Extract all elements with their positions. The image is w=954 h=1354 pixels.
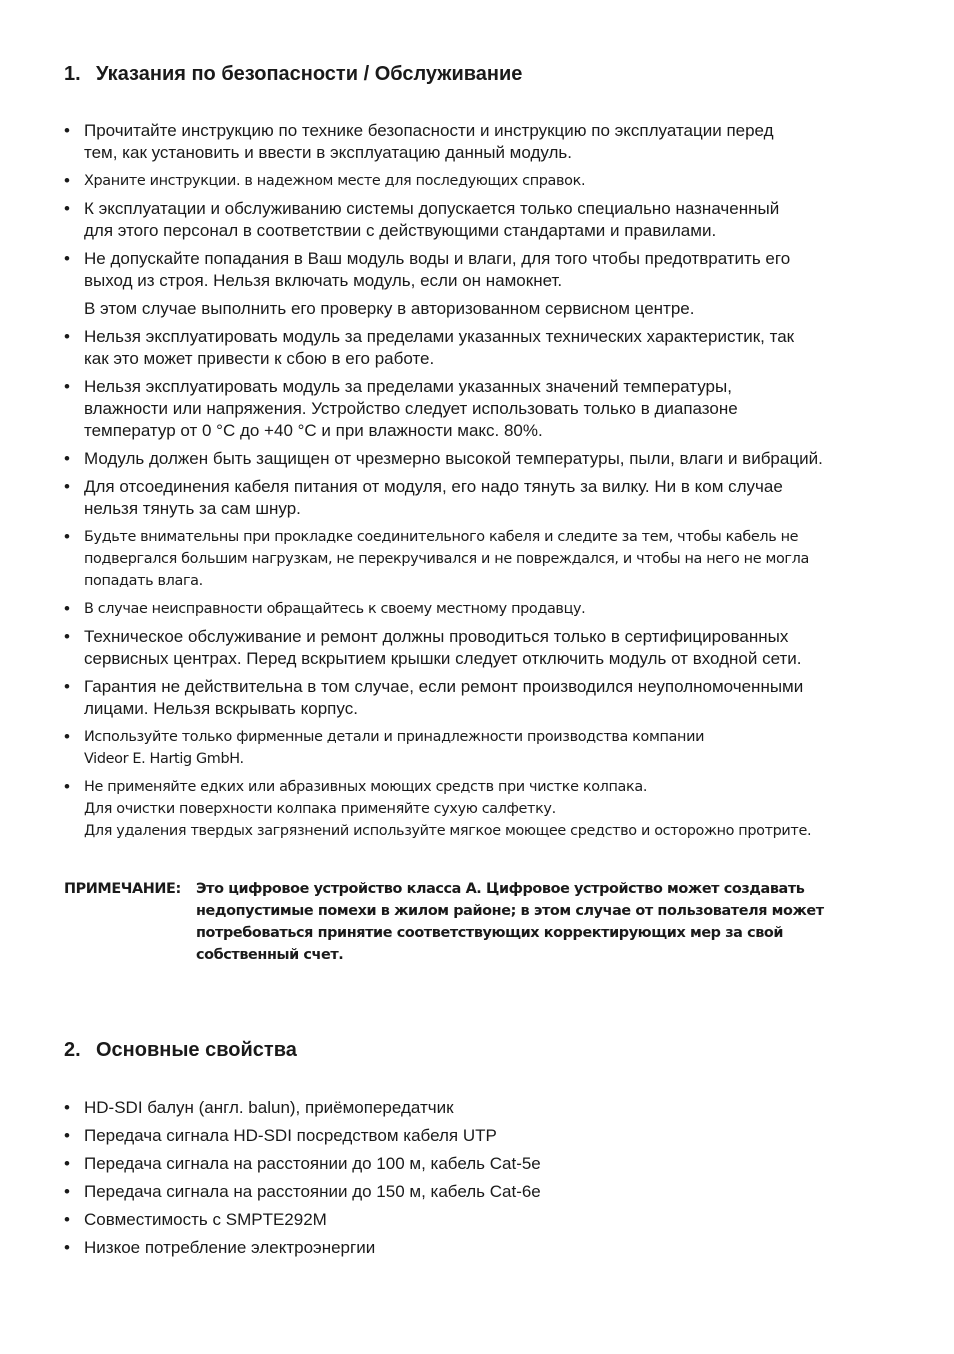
- list-item-continuation: [64, 298, 864, 320]
- note-line: недопустимые помехи в жилом районе; в этом случае от пользователя может: [196, 903, 824, 919]
- list-item: [64, 120, 864, 164]
- section-1-title: Указания по безопасности / Обслуживание: [96, 63, 523, 85]
- list-item-text: Для отсоединения кабеля питания от модуля, его надо тянуть за вилку. Ни в ком случае: [84, 477, 783, 496]
- list-item-text: HD-SDI балун (англ. balun), приёмопередатчик: [84, 1098, 454, 1117]
- note-block: [64, 878, 884, 966]
- list-item: [64, 1125, 864, 1147]
- list-item-text: В этом случае выполнить его проверку в авторизованном сервисном центре.: [84, 299, 695, 318]
- bullet-icon: •: [64, 249, 70, 268]
- bullet-icon: •: [64, 1126, 70, 1145]
- list-item-text: Передача сигнала на расстоянии до 150 м, кабель Cat-6e: [84, 1182, 541, 1201]
- list-item-text: выход из строя. Нельзя включать модуль, если он намокнет.: [84, 271, 563, 290]
- bullet-icon: •: [64, 477, 70, 496]
- list-item-text: Гарантия не действительна в том случае, если ремонт производился неуполномоченными: [84, 677, 804, 696]
- list-item-text: К эксплуатации и обслуживанию системы допускается только специально назначенный: [84, 199, 780, 218]
- list-item: [64, 1209, 864, 1231]
- list-item-text: В случае неисправности обращайтесь к своему местному продавцу.: [84, 601, 586, 617]
- list-item: [64, 476, 864, 520]
- list-item-text: Не применяйте едких или абразивных моющих средств при чистке колпака.: [84, 779, 648, 795]
- bullet-icon: •: [64, 171, 70, 190]
- section-1-number: 1.: [64, 63, 81, 85]
- list-item-text: влажности или напряжения. Устройство следует использовать только в диапазоне: [84, 399, 738, 418]
- list-item-text: подвергался большим нагрузкам, не перекручивался и не повреждался, и чтобы на него не могла: [84, 551, 809, 567]
- note-line: потребоваться принятие соответствующих корректирующих мер за свой: [196, 925, 784, 941]
- bullet-icon: •: [64, 677, 70, 696]
- list-item-text: Нельзя эксплуатировать модуль за пределами указанных значений температуры,: [84, 377, 732, 396]
- bullet-icon: •: [64, 727, 70, 746]
- list-item: [64, 726, 864, 770]
- list-item: [64, 376, 864, 442]
- list-item-text: сервисных центрах. Перед вскрытием крышки следует отключить модуль от входной сети.: [84, 649, 802, 668]
- list-item: [64, 1097, 864, 1119]
- bullet-icon: •: [64, 1182, 70, 1201]
- list-item-text: температур от 0 °C до +40 °C и при влажности макс. 80%.: [84, 421, 543, 440]
- list-item: [64, 526, 864, 592]
- bullet-icon: •: [64, 327, 70, 346]
- list-item-text: Модуль должен быть защищен от чрезмерно высокой температуры, пыли, влаги и вибраций.: [84, 449, 823, 468]
- list-item: [64, 170, 864, 192]
- list-item-text: Техническое обслуживание и ремонт должны проводиться только в сертифицированных: [84, 627, 789, 646]
- note-label: ПРИМЕЧАНИЕ:: [64, 881, 181, 897]
- list-item-text: Для очистки поверхности колпака применяйте сухую салфетку.: [84, 801, 556, 817]
- list-item-text: Низкое потребление электроэнергии: [84, 1238, 376, 1257]
- list-item: [64, 598, 864, 620]
- bullet-icon: •: [64, 627, 70, 646]
- list-item: [64, 1181, 864, 1203]
- list-item: [64, 248, 864, 292]
- list-item-text: лицами. Нельзя вскрывать корпус.: [84, 699, 358, 718]
- section-2-heading: [64, 1038, 297, 1062]
- bullet-icon: •: [64, 1238, 70, 1257]
- list-item-text: Храните инструкции. в надежном месте для последующих справок.: [84, 173, 586, 189]
- safety-instructions-list: [64, 120, 864, 848]
- list-item: [64, 676, 864, 720]
- note-line: собственный счет.: [196, 947, 344, 963]
- section-2-title: Основные свойства: [96, 1039, 297, 1061]
- bullet-icon: •: [64, 1154, 70, 1173]
- list-item-text: Для удаления твердых загрязнений используйте мягкое моющее средство и осторожно протрите.: [84, 823, 812, 839]
- list-item-text: для этого персонал в соответствии с действующими стандартами и правилами.: [84, 221, 717, 240]
- list-item: [64, 326, 864, 370]
- section-1-heading: [64, 62, 522, 86]
- bullet-icon: •: [64, 1210, 70, 1229]
- bullet-icon: •: [64, 1098, 70, 1117]
- list-item: [64, 776, 864, 842]
- list-item-text: нельзя тянуть за сам шнур.: [84, 499, 301, 518]
- list-item: [64, 1237, 864, 1259]
- list-item-text: Прочитайте инструкцию по технике безопасности и инструкцию по эксплуатации перед: [84, 121, 774, 140]
- list-item-text: попадать влага.: [84, 573, 203, 589]
- list-item-text: Совместимость с SMPTE292M: [84, 1210, 327, 1229]
- list-item-text: Не допускайте попадания в Ваш модуль воды и влаги, для того чтобы предотвратить его: [84, 249, 791, 268]
- list-item: [64, 448, 864, 470]
- bullet-icon: •: [64, 121, 70, 140]
- list-item-text: Передача сигнала на расстоянии до 100 м, кабель Cat-5e: [84, 1154, 541, 1173]
- section-2-number: 2.: [64, 1039, 81, 1061]
- note-line: Это цифровое устройство класса А. Цифровое устройство может создавать: [196, 881, 805, 897]
- list-item-text: как это может привести к сбою в его работе.: [84, 349, 435, 368]
- list-item-text: Передача сигнала HD-SDI посредством кабеля UTP: [84, 1126, 497, 1145]
- list-item: [64, 626, 864, 670]
- list-item: [64, 1153, 864, 1175]
- list-item: [64, 198, 864, 242]
- bullet-icon: •: [64, 777, 70, 796]
- bullet-icon: •: [64, 449, 70, 468]
- features-list: [64, 1097, 864, 1265]
- list-item-text: Будьте внимательны при прокладке соединительного кабеля и следите за тем, чтобы кабель не: [84, 529, 799, 545]
- bullet-icon: •: [64, 199, 70, 218]
- list-item-text: Используйте только фирменные детали и принадлежности производства компании: [84, 729, 705, 745]
- bullet-icon: •: [64, 599, 70, 618]
- list-item-text: Videor E. Hartig GmbH.: [84, 751, 244, 767]
- bullet-icon: •: [64, 377, 70, 396]
- bullet-icon: •: [64, 527, 70, 546]
- note-text: [196, 878, 884, 966]
- list-item-text: Нельзя эксплуатировать модуль за пределами указанных технических характеристик, так: [84, 327, 795, 346]
- list-item-text: тем, как установить и ввести в эксплуатацию данный модуль.: [84, 143, 572, 162]
